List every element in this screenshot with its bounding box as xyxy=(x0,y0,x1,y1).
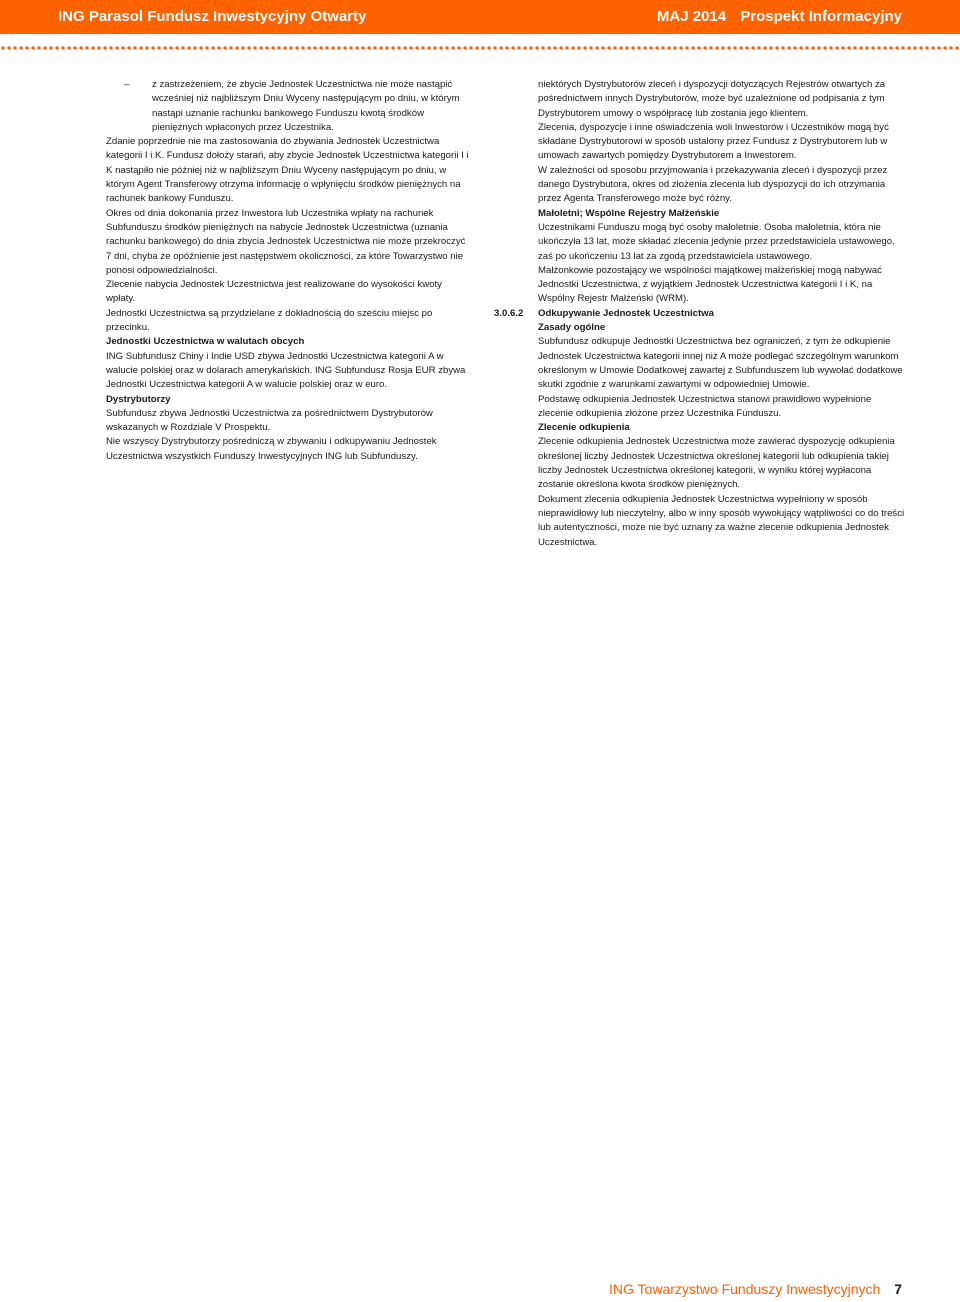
paragraph: Okres od dnia dokonania przez Inwestora lub Uczestnika wpłaty na rachunek Subfunduszu środków pieniężnych na nabycie Jednostek Uczestnictwa (uznania rachunku bankowego) do dnia zbycia Jednostek Uczestnictwa nie może przekroczyć 7 dni, chyba że opóźnienie jest następstwem okoliczności, za które Towarzystwo nie ponosi odpowiedzialności. xyxy=(106,207,466,276)
list-item xyxy=(106,78,472,135)
section-heading: Zasady ogólne xyxy=(538,322,606,334)
numbered-section-heading xyxy=(494,307,906,321)
header-date: MAJ 2014 xyxy=(656,8,727,25)
section-heading: Jednostki Uczestnictwa w walutach obcych xyxy=(106,336,305,348)
paragraph: Podstawę odkupienia Jednostek Uczestnictwa stanowi prawidłowo wypełnione zlecenie odkupienia złożone przez Uczestnika Funduszu. xyxy=(538,393,872,419)
header-fund-title: ING Parasol Fundusz Inwestycyjny Otwarty xyxy=(58,8,367,25)
paragraph: Nie wszyscy Dystrybutorzy pośredniczą w zbywaniu i odkupywaniu Jednostek Uczestnictwa wszystkich Funduszy Inwestycyjnych ING lub Subfunduszy. xyxy=(106,436,437,462)
page-header xyxy=(0,0,960,34)
dotted-divider xyxy=(0,44,960,52)
paragraph: Zlecenie nabycia Jednostek Uczestnictwa jest realizowane do wysokości kwoty wpłaty. xyxy=(106,279,442,305)
section-heading: Zlecenie odkupienia xyxy=(538,422,630,434)
header-right xyxy=(657,8,902,25)
header-doc-type: Prospekt Informacyjny xyxy=(740,8,902,25)
section-number: 3.0.6.2 xyxy=(494,307,524,319)
bullet-dash: – xyxy=(124,79,130,90)
paragraph: Zdanie poprzednie nie ma zastosowania do zbywania Jednostek Uczestnictwa kategorii I i K. Fundusz dołoży starań, aby zbycie Jednostek Uczestnictwa kategorii I i K nastąpiło nie później niż w najbliższym Dniu Wyceny następującym po dniu, w którym Agent Transferowy otrzyma informację o wpłynięciu środków pieniężnych na rachunek bankowy Funduszu. xyxy=(106,136,469,205)
left-column xyxy=(106,78,472,1208)
section-heading: Dystrybutorzy xyxy=(106,393,171,405)
page-number: 7 xyxy=(894,1281,902,1297)
paragraph: Dokument zlecenia odkupienia Jednostek Uczestnictwa wypełniony w sposób nieprawidłowy lub nieczytelny, albo w inny sposób wywołujący wątpliwości co do treści lub autentyczności, może nie być uznany za ważne zlecenie odkupienia Jednostek Uczestnictwa. xyxy=(538,493,905,548)
paragraph: Jednostki Uczestnictwa są przydzielane z dokładnością do sześciu miejsc po przecinku. xyxy=(106,307,433,334)
right-column xyxy=(494,78,906,1208)
page-footer xyxy=(609,1281,902,1297)
section-heading: Małoletni; Wspólne Rejestry Małżeńskie xyxy=(538,207,720,219)
paragraph: niektórych Dystrybutorów zleceń i dyspozycji dotyczących Rejestrów otwartych za pośrednictwem innych Dystrybutorów, może być uzależnione od podpisania z tym Dystrybutorem umowy o współpracę lub zostania jego klientem. xyxy=(538,79,886,119)
paragraph: W zależności od sposobu przyjmowania i przekazywania zleceń i dyspozycji przez danego Dystrybutora, okres od złożenia zlecenia lub dyspozycji do ich otrzymania przez Agenta Transferowego może być różny. xyxy=(538,164,888,205)
paragraph: Małżonkowie pozostający we wspólności majątkowej małżeńskiej mogą nabywać Jednostki Uczestnictwa, z wyjątkiem Jednostek Uczestnictwa kategorii I i K, na Wspólny Rejestr Małżeński (WRM). xyxy=(538,264,882,305)
section-title: Odkupywanie Jednostek Uczestnictwa xyxy=(538,307,714,319)
paragraph: Subfundusz zbywa Jednostki Uczestnictwa za pośrednictwem Dystrybutorów wskazanych w Rozdziale V Prospektu. xyxy=(106,407,433,434)
paragraph: Subfundusz odkupuje Jednostki Uczestnictwa bez ograniczeń, z tym że odkupienie Jednostek Uczestnictwa kategorii innej niż A może podlegać szczególnym warunkom określonym w Umowie Dodatkowej zawartej z Subfunduszem lub wywołać dodatkowe skutki zgodnie z warunkami zawartymi w odpowiedniej Umowie. xyxy=(538,336,903,391)
paragraph: Uczestnikami Funduszu mogą być osoby małoletnie. Osoba małoletnia, która nie ukończyła 13 lat, może składać zlecenia jedynie przez przedstawiciela ustawowego, zaś po ukończeniu 13 lat za zgodą przedstawiciela ustawowego. xyxy=(538,221,895,262)
paragraph: Zlecenie odkupienia Jednostek Uczestnictwa może zawierać dyspozycję odkupienia określonej liczby Jednostek Uczestnictwa określonej kategorii lub odkupienia takiej liczby Jednostek Uczestnictwa określonej kategorii, w wyniku której wypłacona zostanie określona kwota środków pieniężnych. xyxy=(538,436,895,491)
paragraph: ING Subfundusz Chiny i Indie USD zbywa Jednostki Uczestnictwa kategorii A w walucie polskiej oraz w dolarach amerykańskich. ING Subfundusz Rosja EUR zbywa Jednostki Uczestnictwa kategorii A w walucie polskiej oraz w euro. xyxy=(106,350,466,391)
paragraph: Zlecenia, dyspozycje i inne oświadczenia woli Inwestorów i Uczestników mogą być składane Dystrybutorowi w sposób ustalony przez Fundusz z Dystrybutorem lub w umowach zawartych pomiędzy Dystrybutorem a Inwestorem. xyxy=(538,121,889,162)
bullet-text: z zastrzeżeniem, że zbycie Jednostek Uczestnictwa nie może nastąpić wcześniej niż najbliższym Dniu Wyceny następującym po dniu, w którym nastąpi uznanie rachunku bankowego Funduszu kwotą środków pieniężnych wpłaconych przez Uczestnika. xyxy=(152,79,460,133)
footer-company: ING Towarzystwo Funduszy Inwestycyjnych xyxy=(609,1281,881,1297)
